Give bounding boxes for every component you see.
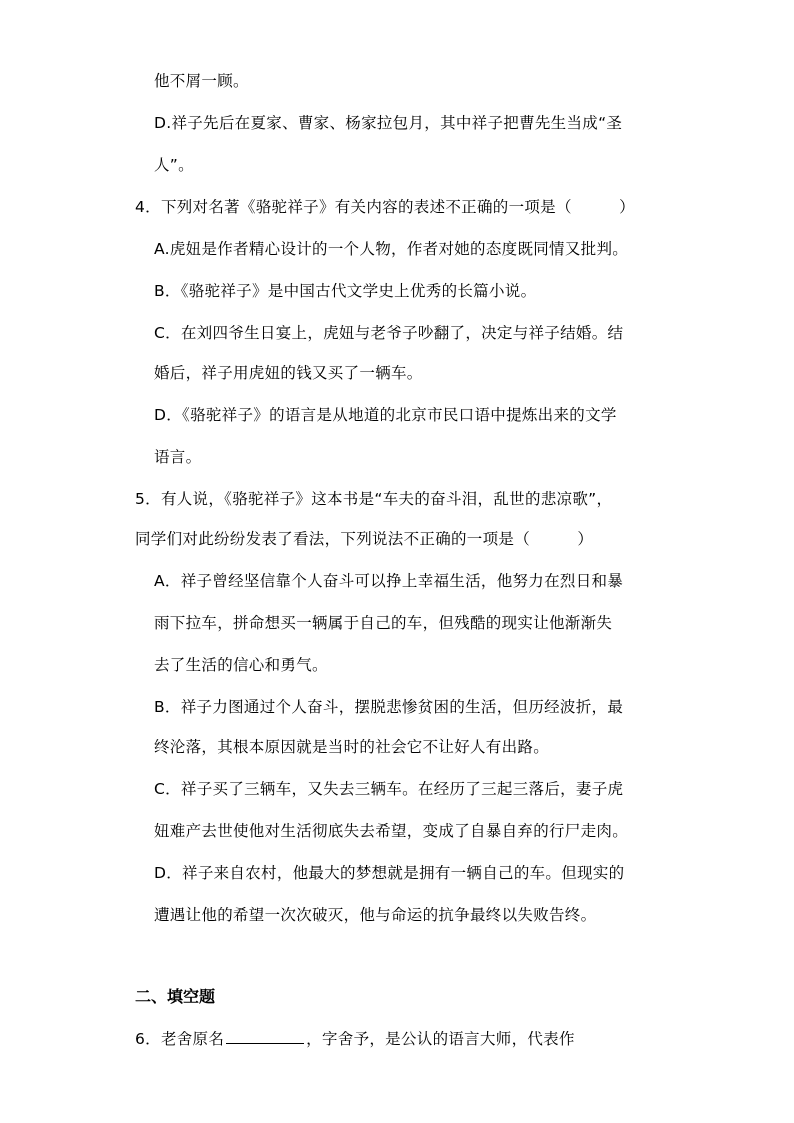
q5-option-a-line2: 雨下拉车，拼命想买一辆属于自己的车，但残酷的现实让他渐渐失 xyxy=(154,614,613,632)
question-5-stem: 5．有人说，《骆驼祥子》这本书是“车夫的奋斗泪，乱世的悲凉歌”， xyxy=(135,490,613,508)
question-4-stem: 4．下列对名著《骆驼祥子》有关内容的表述不正确的一项是（ ） xyxy=(135,198,635,216)
q3-option-d-continuation: 人”。 xyxy=(154,156,194,174)
q5-option-d-continuation: 遭遇让他的希望一次次破灭，他与命运的抗争最终以失败告终。 xyxy=(154,906,597,924)
q5-option-a-line3: 去了生活的信心和勇气。 xyxy=(154,656,328,674)
question-5-stem-continuation: 同学们对此纷纷发表了看法，下列说法不正确的一项是（ ） xyxy=(135,530,594,548)
q4-option-b: B．《骆驼祥子》是中国古代文学史上优秀的长篇小说。 xyxy=(154,282,537,300)
section-heading-fill-in: 二、填空题 xyxy=(135,987,216,1006)
q4-option-c: C．在刘四爷生日宴上，虎妞与老爷子吵翻了，决定与祥子结婚。结 xyxy=(154,324,624,342)
q6-text-before: 6．老舍原名 xyxy=(135,1030,225,1048)
q4-option-d: D．《骆驼祥子》的语言是从地道的北京市民口语中提炼出来的文学 xyxy=(154,406,617,424)
q6-answer-blank[interactable] xyxy=(226,1028,304,1044)
q5-option-c: C．祥子买了三辆车，又失去三辆车。在经历了三起三落后，妻子虎 xyxy=(154,780,624,798)
q4-option-c-continuation: 婚后，祥子用虎妞的钱又买了一辆车。 xyxy=(154,364,423,382)
q4-option-d-continuation: 语言。 xyxy=(154,448,202,466)
option-c-continuation: 他不屑一顾。 xyxy=(154,72,249,90)
question-6 xyxy=(135,1028,575,1050)
q3-option-d: D.祥子先后在夏家、曹家、杨家拉包月，其中祥子把曹先生当成“圣 xyxy=(154,114,623,132)
q5-option-b-continuation: 终沦落，其根本原因就是当时的社会它不让好人有出路。 xyxy=(154,738,550,756)
q5-option-c-continuation: 妞难产去世使他对生活彻底失去希望，变成了自暴自弃的行尸走肉。 xyxy=(154,822,629,840)
q5-option-d: D．祥子来自农村，他最大的梦想就是拥有一辆自己的车。但现实的 xyxy=(154,864,625,882)
q4-option-a: A.虎妞是作者精心设计的一个人物，作者对她的态度既同情又批判。 xyxy=(154,240,629,258)
q5-option-a: A．祥子曾经坚信靠个人奋斗可以挣上幸福生活，他努力在烈日和暴 xyxy=(154,572,624,590)
q6-text-after: ，字舍予，是公认的语言大师，代表作 xyxy=(306,1030,575,1048)
q5-option-b: B．祥子力图通过个人奋斗，摆脱悲惨贫困的生活，但历经波折，最 xyxy=(154,698,624,716)
